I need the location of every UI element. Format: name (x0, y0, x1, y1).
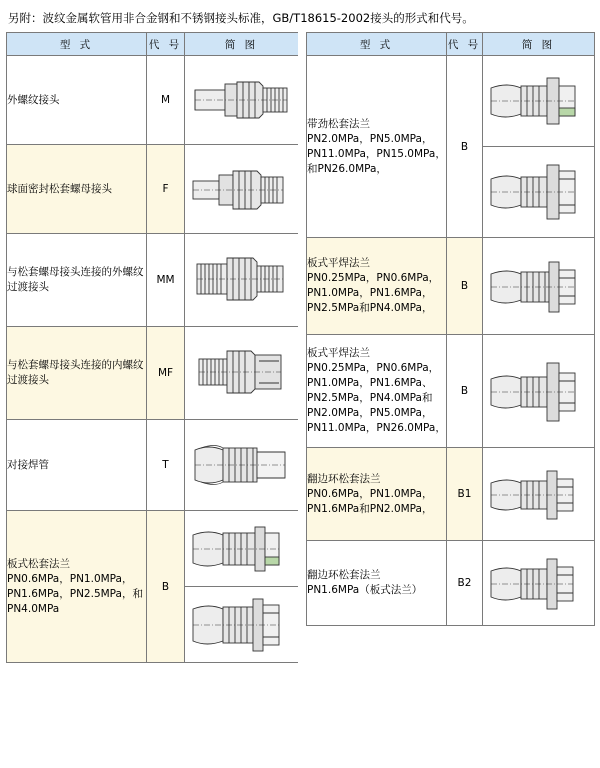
male-thread-transition-fitting-icon (187, 238, 297, 322)
table-row (307, 335, 595, 448)
right-header-type: 型 式 (307, 33, 447, 56)
row-figure (483, 147, 595, 238)
left-header-code: 代 号 (147, 33, 185, 56)
left-column (6, 32, 298, 663)
row-figure (483, 448, 595, 541)
spherical-seal-union-nut-fitting-icon (187, 149, 297, 229)
table-row (7, 327, 299, 420)
row-type-label: 与松套螺母接头连接的内螺纹过渡接头 (7, 327, 147, 420)
column-gap (298, 32, 306, 663)
male-thread-fitting-icon (187, 60, 297, 140)
row-figure (185, 145, 299, 234)
table-row (307, 541, 595, 626)
row-figure (185, 420, 299, 511)
row-code: B2 (447, 541, 483, 626)
row-figure (185, 587, 299, 663)
row-code: B (447, 335, 483, 448)
right-header-code: 代 号 (447, 33, 483, 56)
row-code: M (147, 56, 185, 145)
layout-table (6, 32, 594, 663)
row-code: B (147, 511, 185, 663)
right-table-header-row (307, 33, 595, 56)
row-code: B (447, 56, 483, 238)
left-header-type: 型 式 (7, 33, 147, 56)
row-code: MM (147, 234, 185, 327)
ribbed-loose-flange-icon (485, 58, 593, 144)
row-type-label: 外螺纹接头 (7, 56, 147, 145)
row-code: B (447, 238, 483, 335)
row-type-label: 带劲松套法兰 PN2.0MPa，PN5.0MPa，PN11.0MPa，PN15.0MPa，和PN26.0MPa， (307, 56, 447, 238)
table-row (7, 234, 299, 327)
row-figure (483, 335, 595, 448)
row-type-label: 板式平焊法兰 PN0.25MPa，PN0.6MPa，PN1.0MPa，PN1.6MPa，PN2.5MPa和PN4.0MPa， (307, 238, 447, 335)
plate-welding-flange-2-icon (485, 339, 593, 443)
page-title: 另附：波纹金属软管用非合金钢和不锈钢接头标准，GB/T18615-2002接头的形式和代号。 (8, 11, 474, 25)
butt-weld-pipe-icon (187, 424, 297, 506)
right-table (306, 32, 595, 626)
row-figure (483, 541, 595, 626)
row-type-label: 球面密封松套螺母接头 (7, 145, 147, 234)
row-figure (483, 56, 595, 147)
left-table-header-row (7, 33, 299, 56)
row-code: MF (147, 327, 185, 420)
row-code: F (147, 145, 185, 234)
female-thread-transition-fitting-icon (187, 331, 297, 415)
left-table (6, 32, 299, 663)
right-column (306, 32, 594, 663)
table-row (307, 448, 595, 541)
left-header-figure: 简 图 (185, 33, 299, 56)
table-row (7, 420, 299, 511)
table-row (7, 145, 299, 234)
row-type-label: 翻边环松套法兰 PN1.6MPa（板式法兰） (307, 541, 447, 626)
plate-welding-flange-icon (485, 240, 593, 332)
row-code: B1 (447, 448, 483, 541)
row-figure (185, 511, 299, 587)
table-row (307, 238, 595, 335)
ribbed-loose-flange-icon-2 (485, 149, 593, 235)
row-figure (185, 234, 299, 327)
row-type-label: 对接焊管 (7, 420, 147, 511)
row-figure (483, 238, 595, 335)
table-row (7, 511, 299, 587)
row-figure (185, 327, 299, 420)
plate-loose-flange-icon-2 (187, 589, 297, 661)
row-type-label: 板式平焊法兰 PN0.25MPa，PN0.6MPa，PN1.0MPa，PN1.6MPa、PN2.5MPa，PN4.0MPa和PN2.0MPa，PN5.0MPa，PN11.0MPa，PN26.0MPa， (307, 335, 447, 448)
table-row (307, 56, 595, 147)
plate-loose-flange-icon (187, 513, 297, 585)
row-figure (185, 56, 299, 145)
row-type-label: 翻边环松套法兰 PN0.6MPa，PN1.0MPa，PN1.6MPa和PN2.0MPa， (307, 448, 447, 541)
lap-joint-flange-2-icon (485, 543, 593, 623)
row-type-label: 与松套螺母接头连接的外螺纹过渡接头 (7, 234, 147, 327)
right-header-figure: 简 图 (483, 33, 595, 56)
row-type-label: 板式松套法兰 PN0.6MPa，PN1.0MPa，PN1.6MPa，PN2.5MPa，和PN4.0MPa (7, 511, 147, 663)
table-row (7, 56, 299, 145)
row-code: T (147, 420, 185, 511)
lap-joint-flange-icon (485, 451, 593, 537)
